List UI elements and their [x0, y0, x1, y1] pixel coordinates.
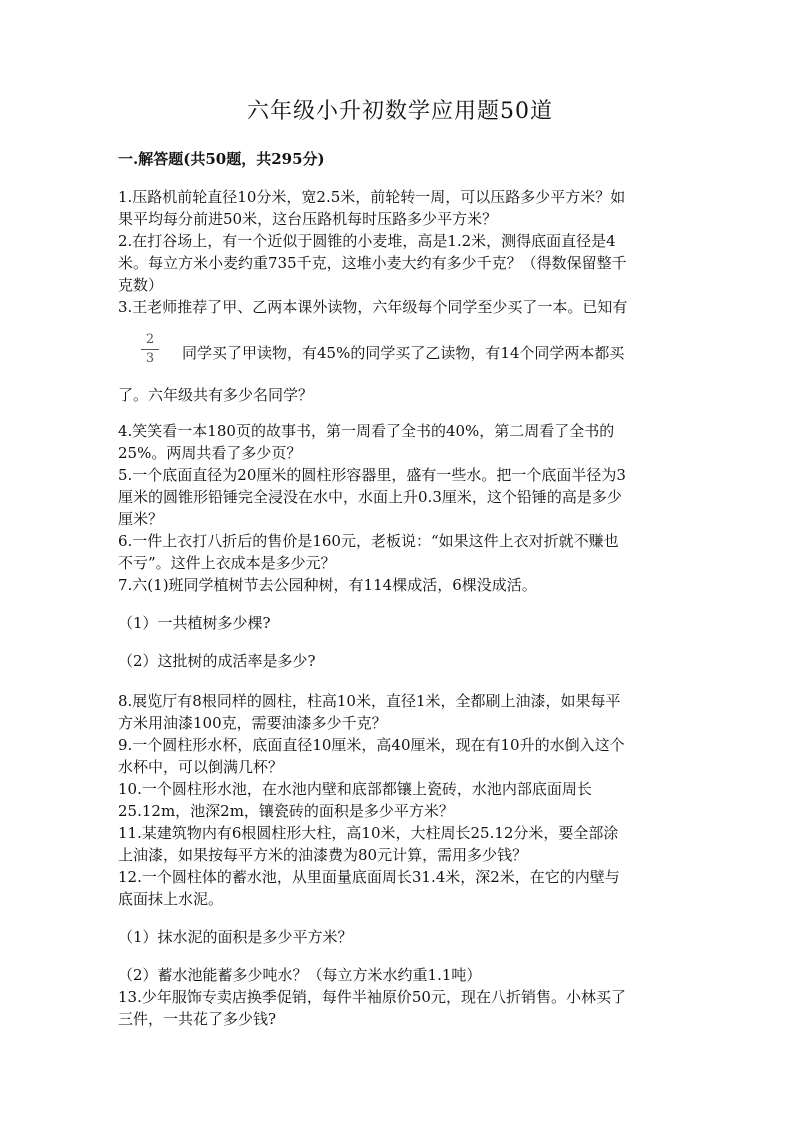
q5-line-2: 厘米的圆锥形铅锤完全浸没在水中，水面上升0.3厘米，这个铅锤的高是多少	[118, 488, 622, 506]
q12-sub-1: （1）抹水泥的面积是多少平方米？	[118, 928, 353, 946]
q2-line-1: 2.在打谷场上，有一个近似于圆锥的小麦堆，高是1.2米，测得底面直径是4	[118, 232, 616, 250]
q6-line-2: 不亏”。这件上衣成本是多少元？	[118, 554, 336, 572]
q2-line-3: 克数）	[118, 276, 164, 294]
q12-line-1: 12.一个圆柱体的蓄水池，从里面量底面周长31.4米，深2米，在它的内壁与	[118, 868, 620, 886]
section-heading: 一.解答题(共50题，共295分)	[118, 150, 325, 168]
q7-line-1: 7.六(1)班同学植树节去公园种树，有114棵成活，6棵没成活。	[118, 576, 537, 594]
q12-line-2: 底面抹上水泥。	[118, 890, 224, 908]
q11-line-2: 上油漆，如果按每平方米的油漆费为80元计算，需用多少钱？	[118, 846, 528, 864]
q1-line-1: 1.压路机前轮直径10分米，宽2.5米，前轮转一周，可以压路多少平方米？如	[118, 188, 626, 206]
q7-sub-1: （1）一共植树多少棵?	[118, 614, 271, 632]
q11-line-1: 11.某建筑物内有6根圆柱形大柱，高10米，大柱周长25.12分米，要全部涂	[118, 824, 619, 842]
q9-line-1: 9.一个圆柱形水杯，底面直径10厘米，高40厘米，现在有10升的水倒入这个	[118, 736, 625, 754]
fraction-denominator: 3	[145, 351, 155, 366]
q2-line-2: 米。每立方米小麦约重735千克，这堆小麦大约有多少千克？（得数保留整千	[118, 254, 627, 272]
q8-line-1: 8.展览厅有8根同样的圆柱，柱高10米，直径1米，全都刷上油漆，如果每平	[118, 692, 621, 710]
q3-line-1: 3.王老师推荐了甲、乙两本课外读物，六年级每个同学至少买了一本。已知有	[118, 298, 628, 316]
fraction-numerator: 2	[145, 332, 155, 347]
q4-line-1: 4.笑笑看一本180页的故事书，第一周看了全书的40%，第二周看了全书的	[118, 422, 615, 440]
q9-line-2: 水杯中，可以倒满几杯？	[118, 758, 284, 776]
q1-line-2: 果平均每分前进50米，这台压路机每时压路多少平方米？	[118, 210, 498, 228]
q13-line-1: 13.少年服饰专卖店换季促销，每件半袖原价50元，现在八折销售。小林买了	[118, 988, 626, 1006]
q5-line-1: 5.一个底面直径为20厘米的圆柱形容器里，盛有一些水。把一个底面半径为3	[118, 466, 626, 484]
q8-line-2: 方米用油漆100克，需要油漆多少千克？	[118, 714, 387, 732]
q10-line-2: 25.12m，池深2m，镶瓷砖的面积是多少平方米？	[118, 802, 454, 820]
q7-sub-2: （2）这批树的成活率是多少?	[118, 652, 316, 670]
q13-line-2: 三件，一共花了多少钱?	[118, 1010, 277, 1028]
q5-line-3: 厘米？	[118, 510, 164, 528]
q10-line-1: 10.一个圆柱形水池，在水池内壁和底部都镶上瓷砖，水池内部底面周长	[118, 780, 592, 798]
q3-line-3: 了。六年级共有多少名同学？	[118, 386, 314, 404]
q4-line-2: 25%。两周共看了多少页？	[118, 444, 302, 462]
q12-sub-2: （2）蓄水池能蓄多少吨水？（每立方米水约重1.1吨）	[118, 966, 482, 984]
fraction-bar	[141, 349, 159, 350]
q6-line-1: 6.一件上衣打八折后的售价是160元，老板说：“如果这件上衣对折就不赚也	[118, 532, 619, 550]
fraction-two-thirds	[141, 332, 159, 367]
page-title: 六年级小升初数学应用题50道	[247, 99, 553, 124]
q3-line-2: 同学买了甲读物，有45%的同学买了乙读物，有14个同学两本都买	[182, 344, 625, 362]
